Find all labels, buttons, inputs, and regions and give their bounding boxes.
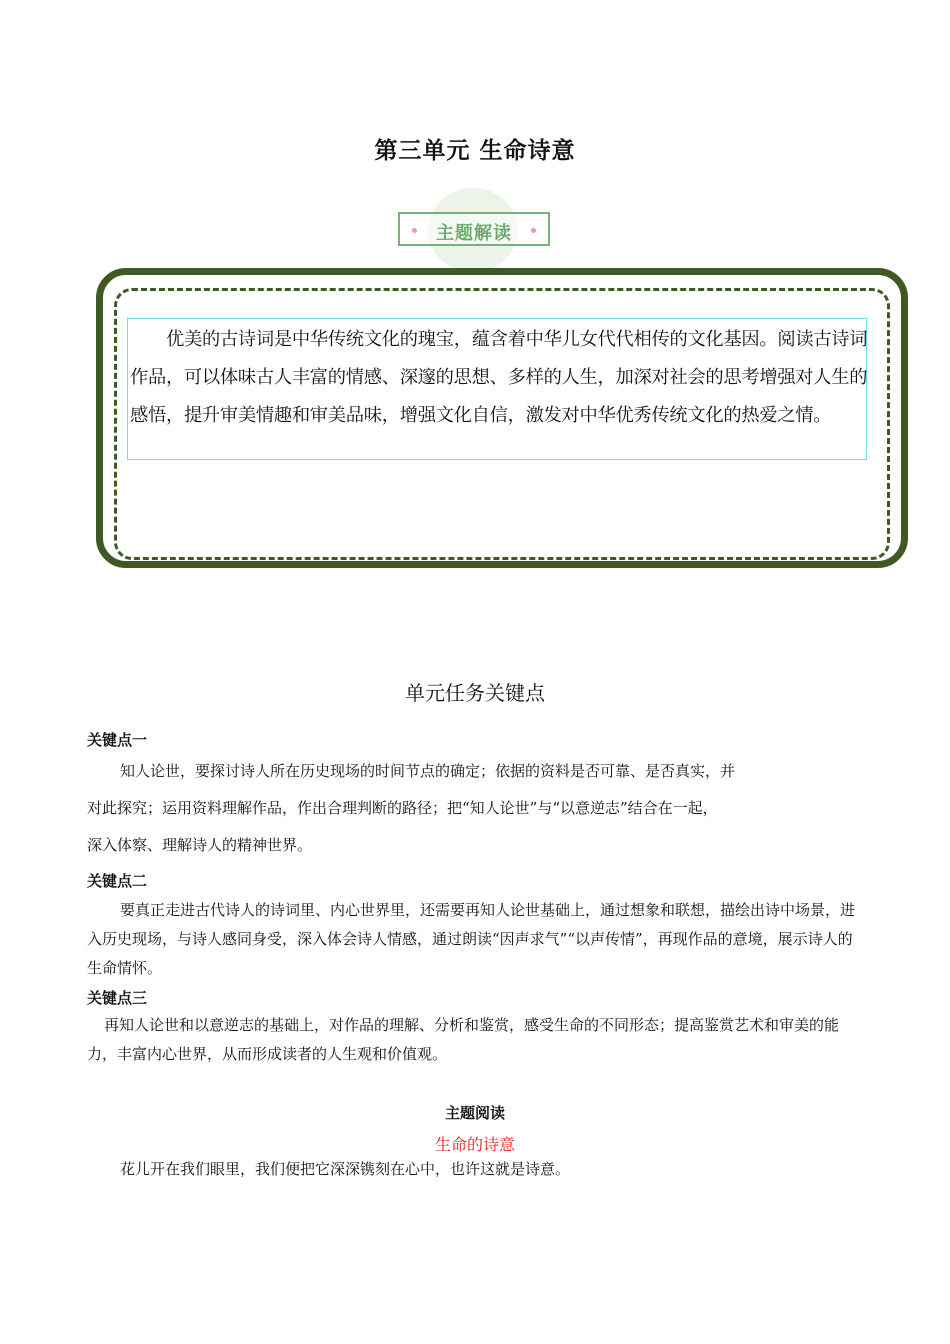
section-title: 单元任务关键点 [405, 681, 545, 705]
key-point-1-line-2: 对此探究；运用资料理解作品，作出合理判断的路径；把“知人论世”与“以意逆志”结合在一起， [87, 799, 718, 817]
badge-frame [398, 212, 550, 246]
key-point-1-line-3: 深入体察、理解诗人的精神世界。 [87, 836, 313, 854]
key-point-3-paragraph: 再知人论世和以意逆志的基础上，对作品的理解、分析和鉴赏，感受生命的不同形态；提高鉴赏艺术和审美的能力，丰富内心世界，从而形成读者的人生观和价值观。 [87, 1016, 840, 1063]
key-point-3-heading: 关键点三 [87, 989, 148, 1007]
reading-heading: 主题阅读 [444, 1104, 505, 1122]
key-point-1-line-1: 知人论世，要探讨诗人所在历史现场的时间节点的确定；依据的资料是否可靠、是否真实，并 [120, 762, 736, 780]
key-point-1-heading: 关键点一 [87, 731, 148, 749]
key-point-2-heading: 关键点二 [87, 872, 148, 890]
badge-dot-right [531, 228, 536, 233]
badge-label: 主题解读 [436, 223, 512, 244]
intro-text-box [127, 318, 867, 460]
theme-badge [398, 188, 554, 272]
intro-paragraph: 优美的古诗词是中华传统文化的瑰宝，蕴含着中华儿女代代相传的文化基因。阅读古诗词作品，可以体味古人丰富的情感、深邃的思想、多样的人生，加深对社会的思考增强对人生的感悟，提升审美情趣和审美品味，增强文化自信，激发对中华优秀传统文化的热爱之情。 [130, 329, 868, 426]
reading-title: 生命的诗意 [434, 1135, 515, 1154]
key-point-2-paragraph: 要真正走进古代诗人的诗词里、内心世界里，还需要再知人论世基础上，通过想象和联想，描绘出诗中场景，进入历史现场，与诗人感同身受，深入体会诗人情感，通过朗读“因声求气”“以声传情”，再现作品的意境，展示诗人的生命情怀。 [87, 901, 856, 977]
reading-first-line: 花儿开在我们眼里，我们便把它深深镌刻在心中，也许这就是诗意。 [120, 1160, 571, 1178]
unit-title: 第三单元 生命诗意 [374, 138, 576, 164]
